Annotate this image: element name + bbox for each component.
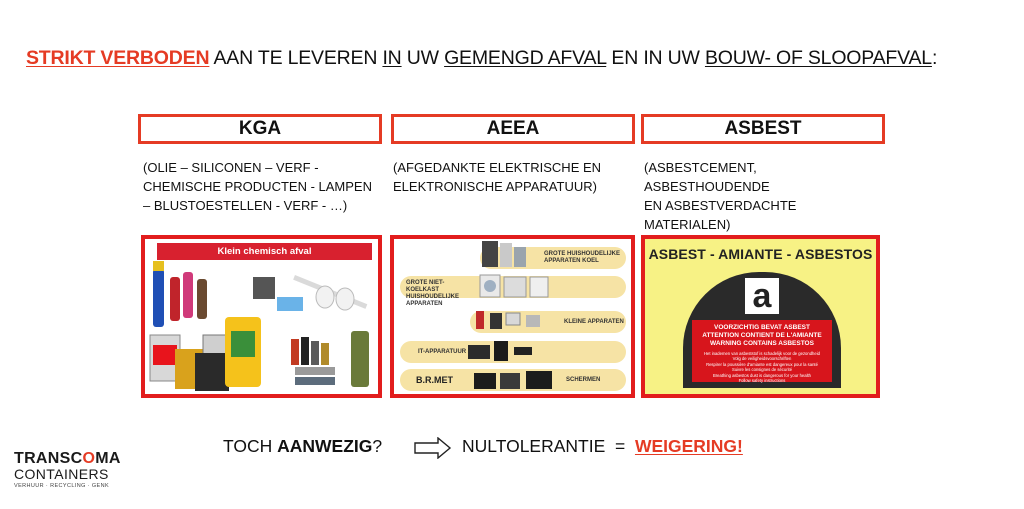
- heading-mixed-waste: GEMENGD AFVAL: [444, 47, 607, 69]
- aeea-label-screens: SCHERMEN: [566, 377, 601, 383]
- asbestos-warning-text: VOORZICHTIG BEVAT ASBEST ATTENTION CONTIENT DE L'AMIANTE WARNING CONTAINS ASBESTOS: [702, 324, 822, 347]
- aeea-title: AEEA: [391, 114, 635, 144]
- asbestos-warning-box: [692, 320, 832, 382]
- footer-refusal: WEIGERING!: [634, 436, 743, 456]
- aeea-label-large: GROTE NIET-KOELKAST HUISHOUDELIJKE APPARATEN: [406, 280, 460, 307]
- heading-construction-waste: BOUW- OF SLOOPAFVAL: [704, 47, 932, 69]
- kga-image: [141, 235, 382, 398]
- aeea-label-it: IT-APPARATUUR: [418, 349, 467, 355]
- footer-present: AANWEZIG: [277, 436, 373, 456]
- footer-question-mark: ?: [372, 436, 383, 456]
- heading-strict: STRIKT VERBODEN: [26, 47, 210, 69]
- kga-title: KGA: [138, 114, 382, 144]
- asbest-title: ASBEST: [641, 114, 885, 144]
- footer-prefix: TOCH: [223, 436, 278, 456]
- aeea-image: [390, 235, 635, 398]
- asbestos-sign-letter: a: [745, 278, 779, 314]
- aeea-label-small: KLEINE APPARATEN: [564, 319, 624, 325]
- aeea-label-cooling: GROTE HUISHOUDELIJKE APPARATEN KOEL: [544, 251, 621, 264]
- asbestos-warning-small-text: Het inademen van asbeststof is schadelijk voor de gezondheid Volg de veiligheidsvoorschriften Respirer la poussière d'amiante est dangereux pour la santé Suivre les consignes de sécurité Breathing asbestos dust is dangerous for your health Follow safety instructions: [704, 351, 820, 384]
- arrow-right-icon: [414, 437, 452, 459]
- aeea-description: (AFGEDANKTE ELEKTRISCHE EN ELEKTRONISCHE APPARATUUR): [393, 160, 602, 194]
- kga-description: (OLIE – SILICONEN – VERF - CHEMISCHE PRODUCTEN - LAMPEN – BLUSTOESTELLEN - VERF - …): [143, 160, 372, 213]
- footer-zero-tolerance: NULTOLERANTIE =: [462, 436, 635, 456]
- transcoma-logo: [14, 450, 154, 494]
- asbestos-sign-label: [683, 272, 841, 388]
- asbestos-sign-image: [641, 235, 880, 398]
- footer-question: [223, 436, 382, 457]
- heading-colon: :: [931, 47, 938, 69]
- logo-text-a: TRANSC: [14, 450, 83, 467]
- heading-text-2: UW: [401, 47, 445, 69]
- chemical-products-illustration: [145, 239, 378, 394]
- asbestos-sign-title: ASBEST - AMIANTE - ASBESTOS: [648, 246, 873, 262]
- heading-text-3: EN IN UW: [606, 47, 705, 69]
- footer-result: [462, 436, 743, 457]
- logo-line-2: CONTAINERS: [14, 466, 109, 482]
- logo-line-3: VERHUUR · RECYCLING · GENK: [14, 483, 110, 489]
- logo-o-mark: O: [82, 450, 96, 467]
- page-heading: [26, 47, 937, 70]
- heading-text-1: AAN TE LEVEREN: [209, 47, 383, 69]
- kga-image-banner: Klein chemisch afval: [157, 243, 372, 260]
- logo-text-b: MA: [95, 450, 121, 467]
- heading-in: IN: [382, 47, 402, 69]
- electronics-illustration: [394, 239, 631, 394]
- logo-line-1: [14, 450, 154, 467]
- asbest-description: (ASBESTCEMENT, ASBESTHOUDENDE EN ASBESTVERDACHTE MATERIALEN): [644, 160, 797, 232]
- aeea-brand: B.R.MET: [416, 375, 453, 385]
